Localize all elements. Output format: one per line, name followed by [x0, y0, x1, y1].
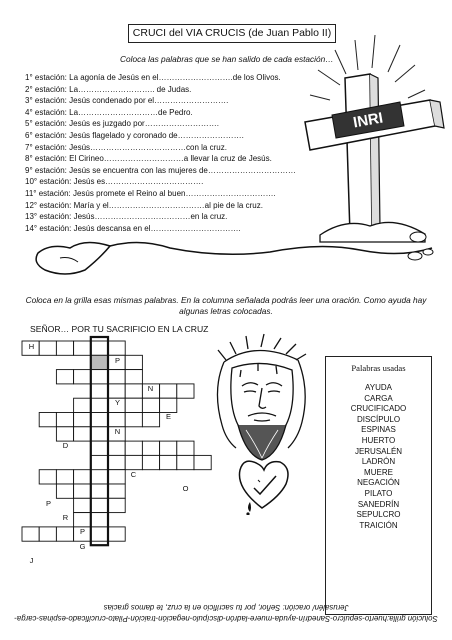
grid-letter: Y — [114, 398, 120, 407]
grid-cell — [56, 341, 73, 355]
word-bank-item: NEGACIÓN — [357, 478, 400, 488]
grid-letter: P — [45, 499, 51, 508]
grid-cell — [91, 355, 108, 369]
grid-cell — [142, 455, 159, 469]
grid-cell — [74, 470, 91, 484]
grid-cell — [91, 498, 108, 512]
station-clue: 14° estación: Jesús descansa en el……………………………. — [25, 223, 241, 233]
grid-cell — [91, 441, 108, 455]
word-bank-item: TRAICIÓN — [359, 520, 398, 530]
grid-cell — [91, 413, 108, 427]
word-bank-list — [326, 383, 431, 531]
station-clue: 4° estación: La…………………………de Pedro. — [25, 107, 193, 117]
grid-letter: C — [130, 470, 137, 479]
grid-letter: J — [29, 556, 34, 565]
grid-cell — [91, 470, 108, 484]
grid-letter: N — [114, 427, 121, 436]
grid-cell — [39, 413, 56, 427]
grid-cell — [22, 527, 39, 541]
grid-cell — [56, 413, 73, 427]
instruction-stations: Coloca las palabras que se han salido de cada estación… — [120, 54, 334, 64]
grid-cell — [74, 370, 91, 384]
grid-letter: P — [79, 527, 85, 536]
grid-cell — [177, 384, 194, 398]
worksheet-title: CRUCI del VIA CRUCIS (de Juan Pablo II) — [128, 24, 336, 43]
word-bank-item: JERUSALÉN — [354, 446, 403, 456]
grid-cell — [74, 498, 91, 512]
grid-letter: E — [165, 412, 171, 421]
grid-cell — [125, 398, 142, 412]
grid-cell — [91, 370, 108, 384]
station-clue: 9° estación: Jesús se encuentra con las mujeres de…………………………… — [25, 165, 296, 175]
jesus-face-illustration — [206, 330, 316, 515]
grid-cell — [108, 470, 125, 484]
station-clue: 12° estación: María y el………………………………al pie de la cruz. — [25, 200, 263, 210]
grid-cell — [125, 413, 142, 427]
grid-cell — [74, 398, 91, 412]
grid-cell — [125, 370, 142, 384]
grid-cell — [125, 455, 142, 469]
grid-cell — [91, 427, 108, 441]
station-clue: 3° estación: Jesús condenado por el………………………. — [25, 96, 229, 106]
inri-sign: INRI — [351, 109, 385, 132]
grid-cell — [56, 370, 73, 384]
grid-cell — [56, 427, 73, 441]
grid-letter: H — [28, 342, 35, 351]
grid-cell — [108, 441, 125, 455]
station-clue: 8° estación: El Cirineo…………………………a llevar la cruz de Jesús. — [25, 154, 272, 164]
grid-cell — [56, 470, 73, 484]
grid-cell — [39, 470, 56, 484]
grid-cell — [142, 441, 159, 455]
station-clue: 2° estación: La……………………….. de Judas. — [25, 84, 192, 94]
station-clue: 11° estación: Jesús promete el Reino al buen……………………………. — [25, 188, 276, 198]
grid-cell — [91, 398, 108, 412]
grid-cell — [160, 384, 177, 398]
grid-cell — [125, 441, 142, 455]
grid-letter: P — [114, 356, 120, 365]
station-clue: 1° estación: La agonía de Jesús en el……………………….de los Olivos. — [25, 73, 281, 82]
grid-cell — [108, 455, 125, 469]
grid-cell — [39, 341, 56, 355]
word-bank-item: PILATO — [364, 488, 393, 498]
word-bank-item: CRUCIFICADO — [350, 404, 407, 414]
grid-cell — [108, 370, 125, 384]
word-bank-item: CARGA — [364, 393, 393, 403]
grid-cell — [56, 527, 73, 541]
grid-cell — [39, 527, 56, 541]
word-bank-item: ESPINAS — [361, 425, 396, 435]
station-clue: 7° estación: Jesús………………………………con la cruz. — [25, 142, 227, 152]
grid-cell — [74, 427, 91, 441]
solution-upside-down: Solución grilla:huerto-sepulcro-Sanedrín-ayuda-muere-ladrón-discípulo-negación-traición-Pilato-crucificado-espinas-carga-Jerusalén/ oración: Señor, por tu sacrificio en la cruz, te damos gracias — [14, 603, 438, 623]
station-clue: 5° estación: Jesús es juzgado por………………………. — [25, 119, 219, 129]
grid-cell — [74, 413, 91, 427]
grid-cell — [56, 484, 73, 498]
word-bank — [325, 356, 432, 615]
grid-cell — [160, 441, 177, 455]
grid-cell — [74, 341, 91, 355]
word-bank-item: HUERTO — [361, 435, 396, 445]
grid-cell — [125, 384, 142, 398]
grid-cell — [108, 341, 125, 355]
grid-letter: R — [62, 513, 69, 522]
word-bank-item: DISCÍPULO — [356, 414, 401, 424]
word-bank-item: MUERE — [364, 467, 393, 477]
grid-letter: N — [147, 384, 154, 393]
word-bank-item: SEPULCRO — [356, 510, 401, 520]
grid-letter: O — [182, 484, 189, 493]
word-bank-item: AYUDA — [365, 383, 392, 392]
grid-letter: D — [62, 441, 69, 450]
grid-title: SEÑOR… POR TU SACRIFICIO EN LA CRUZ — [30, 324, 209, 334]
grid-cell — [108, 527, 125, 541]
grid-cell — [142, 398, 159, 412]
word-bank-item: SANEDRÍN — [357, 499, 400, 509]
station-clue: 10° estación: Jesús es………………………………. — [25, 177, 204, 187]
grid-cell — [142, 413, 159, 427]
station-clue: 13° estación: Jesús………………………………en la cruz. — [25, 212, 228, 222]
station-clue: 6° estación: Jesús flagelado y coronado de……………………. — [25, 130, 244, 140]
instruction-grid: Coloca en la grilla esas mismas palabras. En la columna señalada podrás leer una oración. Como ayuda hay algunas letras colocadas. — [25, 295, 427, 316]
grid-cell — [177, 455, 194, 469]
grid-cell — [125, 355, 142, 369]
grid-cell — [91, 513, 108, 527]
grid-cell — [108, 498, 125, 512]
grid-cell — [91, 341, 108, 355]
word-bank-item: LADRÓN — [361, 457, 396, 467]
grid-cell — [108, 413, 125, 427]
grid-cell — [160, 455, 177, 469]
word-bank-title: Palabras usadas — [351, 363, 406, 373]
grid-cell — [91, 484, 108, 498]
grid-cell — [74, 484, 91, 498]
grid-letter: G — [79, 542, 86, 551]
grid-cell — [108, 484, 125, 498]
grid-cell — [91, 527, 108, 541]
grid-cell — [177, 441, 194, 455]
grid-cell — [74, 513, 91, 527]
